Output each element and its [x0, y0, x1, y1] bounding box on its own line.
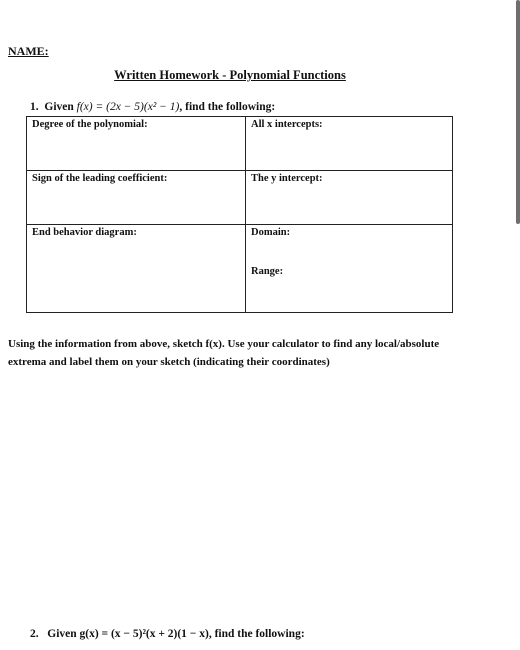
question-2-tail: , find the following:	[208, 628, 305, 640]
degree-label: Degree of the polynomial:	[32, 119, 148, 130]
y-intercept-label: The y intercept:	[251, 173, 323, 184]
x-intercepts-label: All x intercepts:	[251, 119, 323, 130]
question-1-number: 1.	[30, 101, 39, 113]
end-behavior-label: End behavior diagram:	[32, 227, 137, 238]
name-label: NAME:	[8, 44, 49, 58]
cell-leading-sign[interactable]	[27, 171, 246, 225]
question-1-tail: , find the following:	[179, 101, 276, 113]
range-label: Range:	[251, 266, 284, 277]
question-2-number: 2.	[30, 628, 39, 640]
leading-sign-label: Sign of the leading coefficient:	[32, 173, 168, 184]
domain-label: Domain:	[251, 227, 291, 238]
question-1-prompt	[30, 101, 275, 113]
sketch-instructions: Using the information from above, sketch f(x). Use your calculator to find any local/absolute extrema and label them on your sketch (indicating their coordinates)	[8, 338, 440, 368]
document-title: Written Homework - Polynomial Functions	[114, 68, 346, 82]
cell-x-intercepts[interactable]	[246, 117, 453, 171]
question-1-given: Given	[44, 101, 74, 113]
cell-end-behavior[interactable]	[27, 225, 246, 313]
cell-degree[interactable]	[27, 117, 246, 171]
cell-y-intercept[interactable]	[246, 171, 453, 225]
question-2-given: Given	[47, 628, 77, 640]
answer-table	[26, 116, 453, 313]
cell-domain-range[interactable]	[246, 225, 453, 313]
question-1-function: f(x) = (2x − 5)(x² − 1)	[76, 101, 180, 113]
question-2-function: g(x) = (x − 5)²(x + 2)(1 − x)	[79, 628, 209, 640]
question-2-prompt	[30, 628, 305, 640]
vertical-scrollbar[interactable]	[516, 0, 520, 224]
